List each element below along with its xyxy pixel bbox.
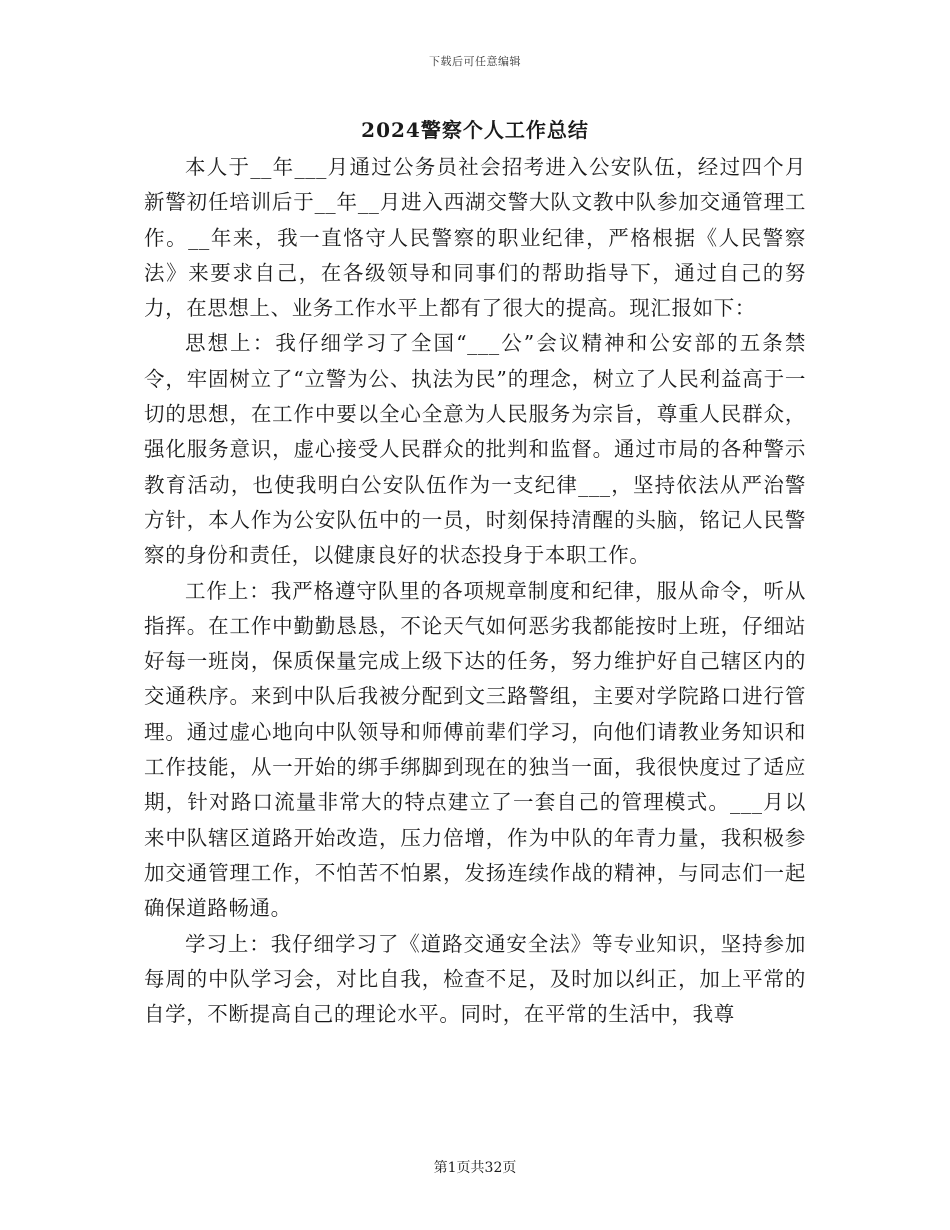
document-title: 2024警察个人工作总结 — [361, 118, 589, 142]
document-body — [144, 150, 806, 1032]
paragraph-study: 学习上：我仔细学习了《道路交通安全法》等专业知识，坚持参加每周的中队学习会，对比自我，检查不足，及时加以纠正，加上平常的自学，不断提高自己的理论水平。同时，在平常的生活中，我尊 — [144, 931, 806, 1027]
paragraph-work: 工作上：我严格遵守队里的各项规章制度和纪律，服从命令，听从指挥。在工作中勤勤恳恳，不论天气如何恶劣我都能按时上班，仔细站好每一班岗，保质保量完成上级下达的任务，努力维护好自己辖区内的交通秩序。来到中队后我被分配到文三路警组，主要对学院路口进行管理。通过虚心地向中队领导和师傅前辈们学习，向他们请教业务知识和工作技能，从一开始的绑手绑脚到现在的独当一面，我很快度过了适应期，针对路口流量非常大的特点建立了一套自己的管理模式。___月以来中队辖区道路开始改造，压力倍增，作为中队的年青力量，我积极参加交通管理工作，不怕苦不怕累，发扬连续作战的精神，与同志们一起确保道路畅通。 — [144, 578, 806, 921]
paragraph-ideology: 思想上：我仔细学习了全国“___公”会议精神和公安部的五条禁令，牢固树立了“立警为公、执法为民”的理念，树立了人民利益高于一切的思想，在工作中要以全心全意为人民服务为宗旨，尊重人民群众，强化服务意识，虚心接受人民群众的批判和监督。通过市局的各种警示教育活动，也使我明白公安队伍作为一支纪律___，坚持依法从严治警方针，本人作为公安队伍中的一员，时刻保持清醒的头脑，铭记人民警察的身份和责任，以健康良好的状态投身于本职工作。 — [144, 331, 806, 568]
header-note: 下载后可任意编辑 — [429, 55, 521, 68]
paragraph-intro: 本人于__年___月通过公务员社会招考进入公安队伍，经过四个月新警初任培训后于__年__月进入西湖交警大队文教中队参加交通管理工作。__年来，我一直恪守人民警察的职业纪律，严格根据《人民警察法》来要求自己，在各级领导和同事们的帮助指导下，通过自己的努力，在思想上、业务工作水平上都有了很大的提高。现汇报如下： — [144, 155, 806, 321]
page-number: 第1页共32页 — [433, 1160, 517, 1176]
